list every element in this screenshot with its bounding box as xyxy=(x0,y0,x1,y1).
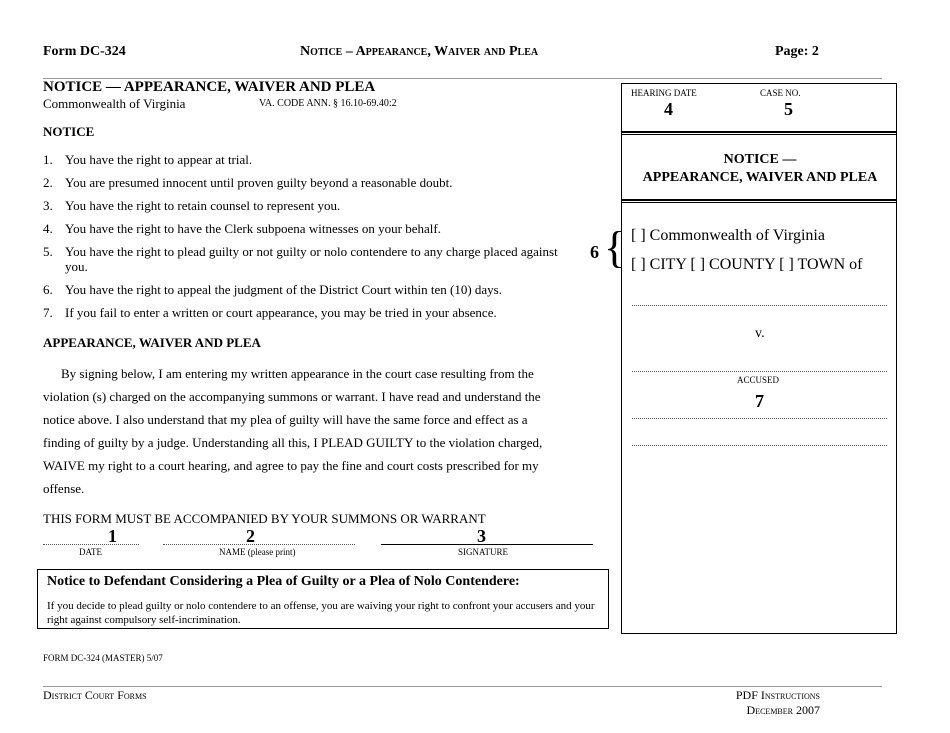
accused-label: ACCUSED xyxy=(737,375,780,385)
footer-left: District Court Forms xyxy=(43,688,147,702)
list-item: 3. You have the right to retain counsel to represent you. xyxy=(43,198,341,213)
accused-marker: 7 xyxy=(755,391,764,411)
brace-icon: { xyxy=(604,223,626,272)
signature-field[interactable] xyxy=(381,544,593,545)
hearing-date-label: HEARING DATE xyxy=(631,88,697,98)
case-number-label: CASE NO. xyxy=(760,88,801,98)
section-divider xyxy=(622,199,896,203)
defendant-notice-box xyxy=(37,569,609,629)
signature-label: SIGNATURE xyxy=(458,547,509,557)
notice-heading: NOTICE xyxy=(43,124,95,139)
locality-options[interactable]: [ ] CITY [ ] COUNTY [ ] TOWN of xyxy=(631,256,863,273)
form-id: Form DC-324 xyxy=(43,44,126,59)
hearing-date-marker: 4 xyxy=(664,99,673,119)
name-field-marker: 2 xyxy=(246,526,255,546)
versus-text: v. xyxy=(755,326,765,341)
panel-title-line1: NOTICE — xyxy=(723,152,797,167)
case-info-panel xyxy=(621,83,897,634)
defendant-notice-text: If you decide to plead guilty or nolo contendere to an offense, you are waiving your right to confront your accusers and your right against compulsory self-incrimination. xyxy=(47,600,595,626)
accompany-note: THIS FORM MUST BE ACCOMPANIED BY YOUR SUMMONS OR WARRANT xyxy=(43,511,486,526)
list-item: 5. You have the right to plead guilty or not guilty or nolo contendere to any charge placed against you. xyxy=(43,244,558,274)
list-item: 1. You have the right to appear at trial. xyxy=(43,152,253,167)
list-item: 2. You are presumed innocent until proven guilty beyond a reasonable doubt. xyxy=(43,175,453,190)
footer-rule xyxy=(43,686,882,687)
accused-address-field[interactable] xyxy=(632,418,887,419)
date-label: DATE xyxy=(79,547,102,557)
accused-address-field-2[interactable] xyxy=(632,445,887,446)
case-number-marker: 5 xyxy=(784,99,793,119)
date-field-marker: 1 xyxy=(108,526,117,546)
code-reference: VA. CODE ANN. § 16.10-69.40:2 xyxy=(259,98,397,109)
defendant-notice-title: Notice to Defendant Considering a Plea of Guilty or a Plea of Nolo Contendere: xyxy=(47,574,520,589)
appearance-paragraph: By signing below, I am entering my written appearance in the court case resulting from the violation (s) charged on the accompanying summons or warrant. I have read and understand the notice above. I also understand that my plea of guilty will have the same force and effect as a finding of guilty by a judge. Understanding all this, I PLEAD GUILTY to the violation charged, WAIVE my right to a court hearing, and agree to pay the fine and court costs prescribed for my offense. xyxy=(43,366,543,496)
list-item: 6. You have the right to appeal the judgment of the District Court within ten (10) days. xyxy=(43,282,502,297)
commonwealth-option[interactable]: [ ] Commonwealth of Virginia xyxy=(631,227,825,244)
form-version: FORM DC-324 (MASTER) 5/07 xyxy=(43,653,163,663)
page-header-title: Notice – Appearance, Waiver and Plea xyxy=(300,44,539,59)
main-title: NOTICE — APPEARANCE, WAIVER AND PLEA xyxy=(43,79,376,95)
accused-name-field[interactable] xyxy=(632,371,887,372)
rights-list xyxy=(43,152,563,328)
jurisdiction: Commonwealth of Virginia xyxy=(43,96,186,111)
list-item: 4. You have the right to have the Clerk subpoena witnesses on your behalf. xyxy=(43,221,441,236)
date-field[interactable] xyxy=(43,544,139,545)
footer-right-line2: December 2007 xyxy=(746,703,820,717)
name-label: NAME (please print) xyxy=(219,547,296,557)
appearance-heading: APPEARANCE, WAIVER AND PLEA xyxy=(43,335,261,350)
signature-field-marker: 3 xyxy=(477,526,486,546)
list-item: 7. If you fail to enter a written or court appearance, you may be tried in your absence. xyxy=(43,305,497,320)
page-number: Page: 2 xyxy=(775,44,819,59)
section-divider xyxy=(622,131,896,135)
name-field[interactable] xyxy=(163,544,355,545)
locality-name-field[interactable] xyxy=(632,305,887,306)
footer-right-line1: PDF Instructions xyxy=(735,688,820,702)
panel-title-line2: APPEARANCE, WAIVER AND PLEA xyxy=(642,170,878,185)
court-marker: 6 xyxy=(590,242,599,262)
